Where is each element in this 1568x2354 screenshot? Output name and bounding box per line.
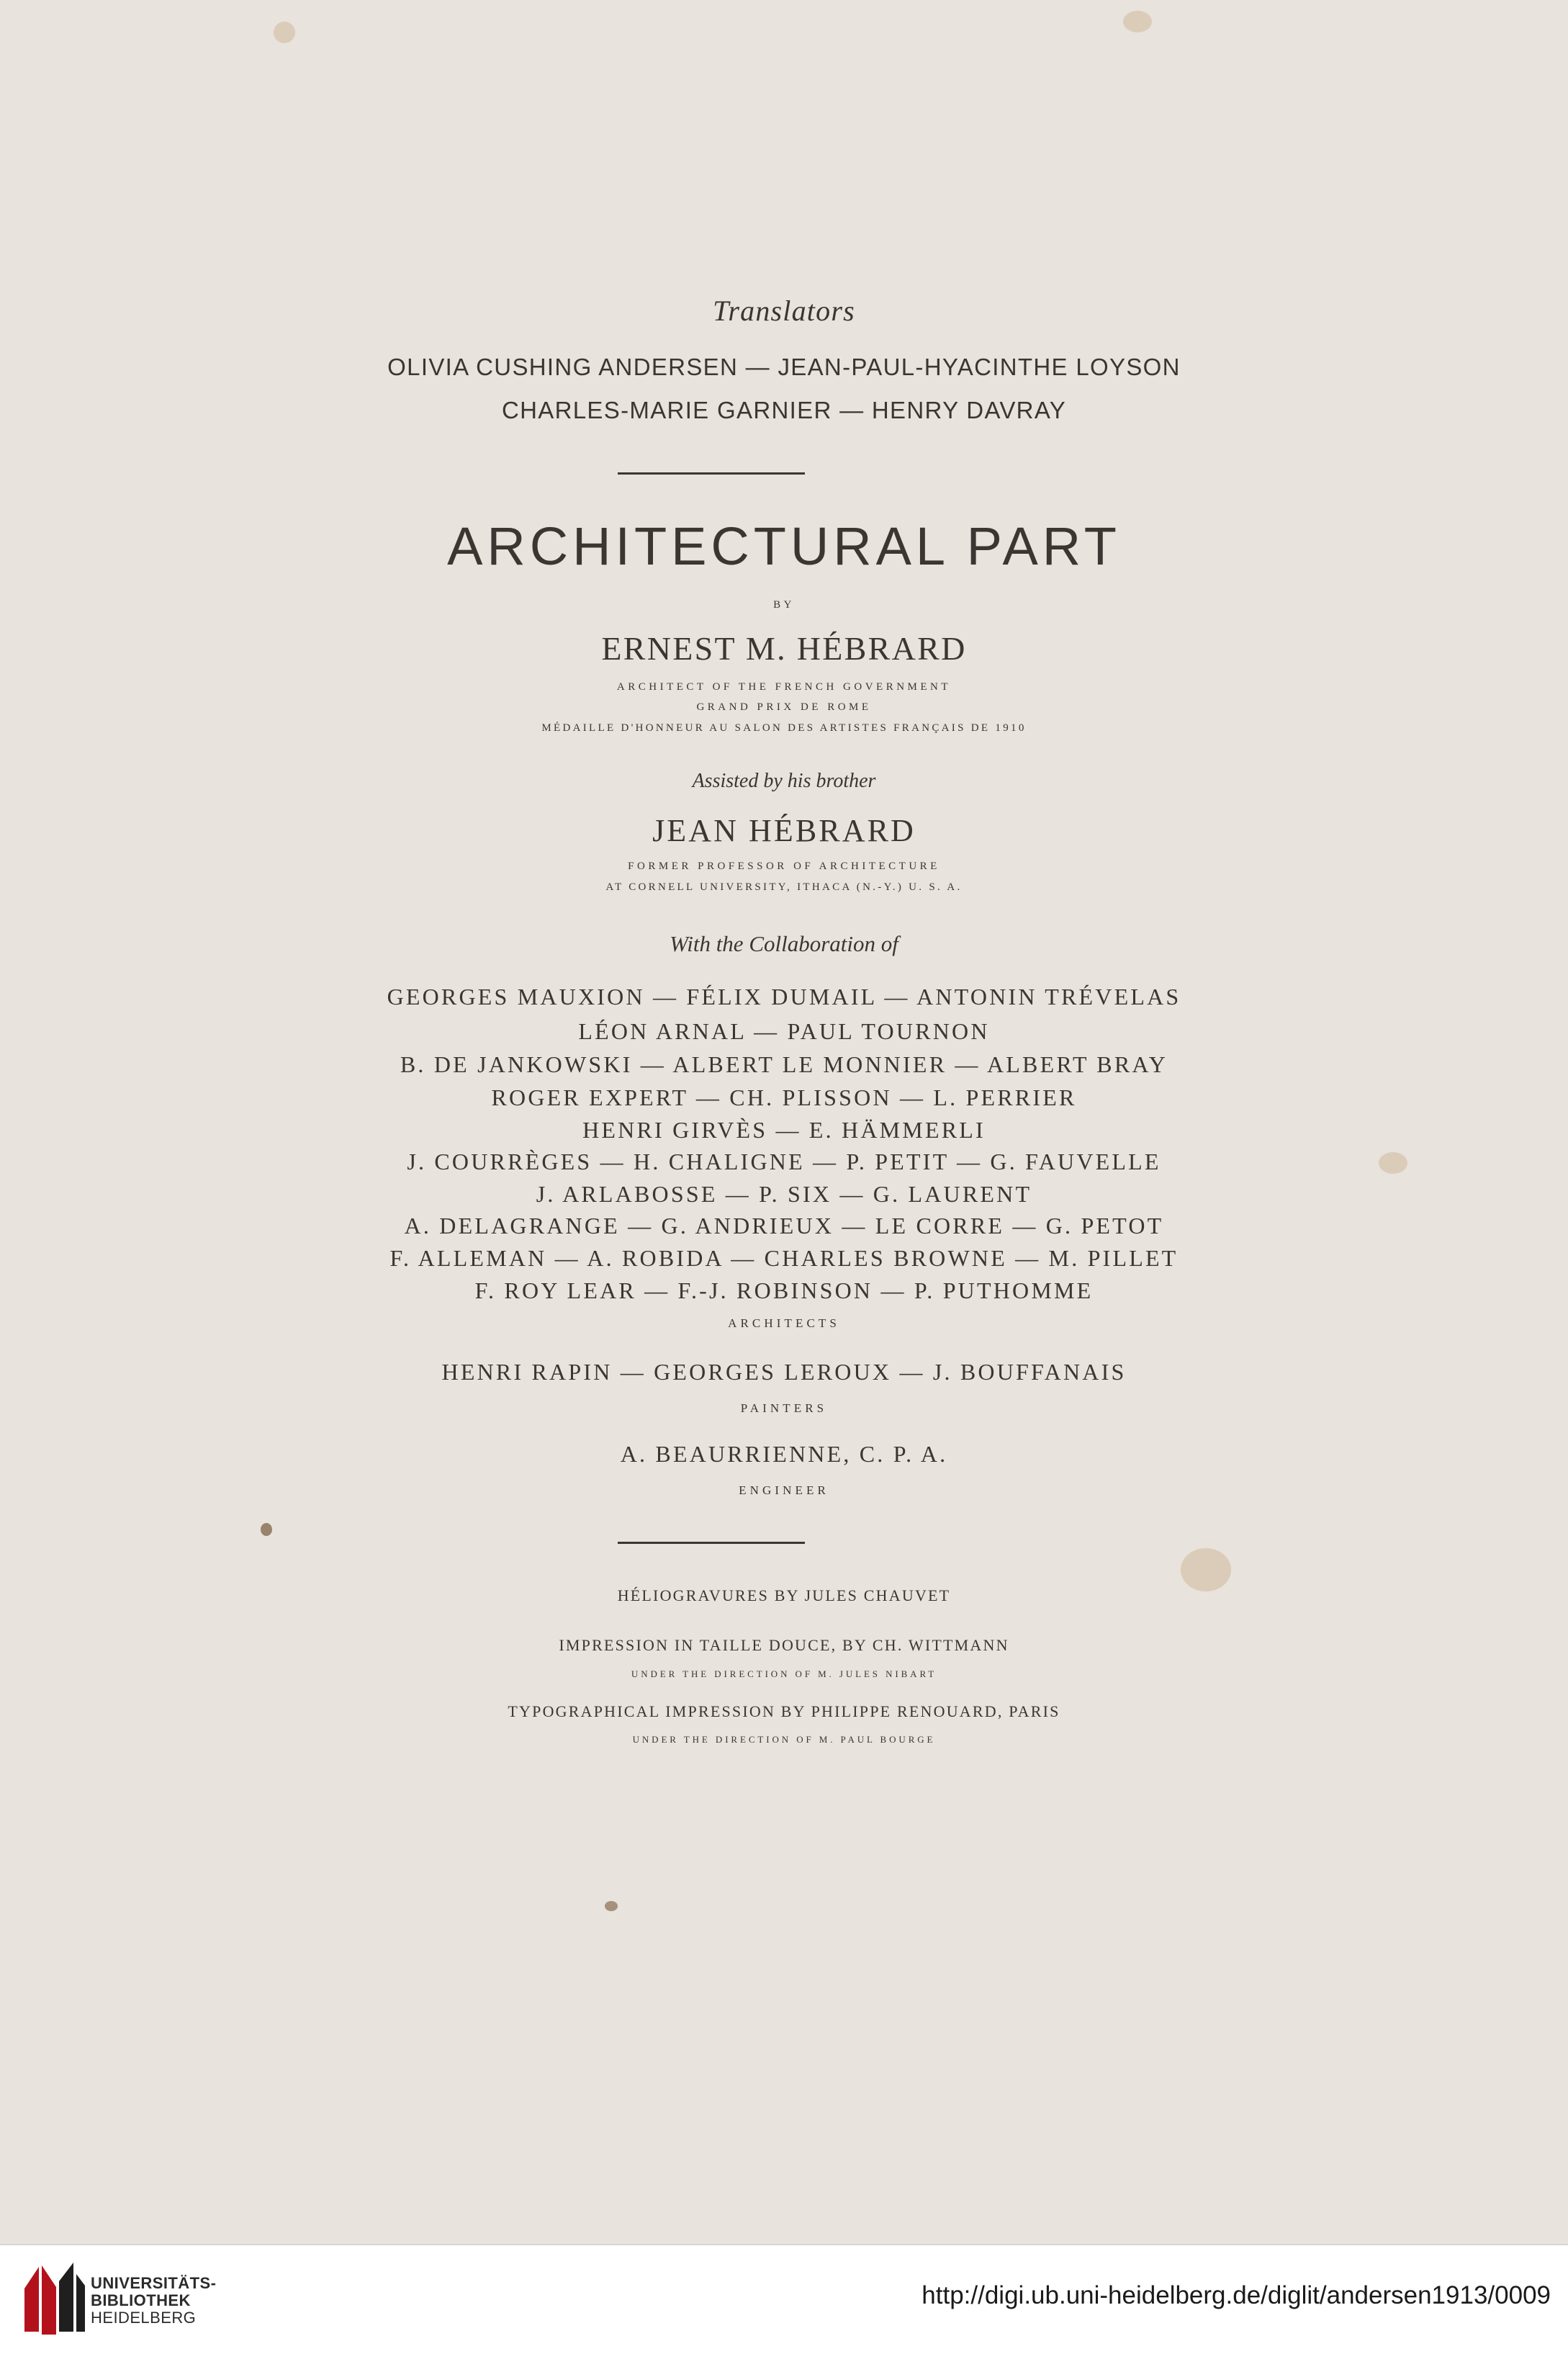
assistant-name: JEAN HÉBRARD — [652, 813, 916, 848]
logo-text-line-1: UNIVERSITÄTS- — [91, 2274, 217, 2292]
bottom-rule — [618, 1542, 805, 1544]
collaboration-heading: With the Collaboration of — [670, 931, 898, 956]
architects-line-4: ROGER EXPERT — CH. PLISSON — L. PERRIER — [491, 1084, 1077, 1110]
architects-line-6: J. COURRÈGES — H. CHALIGNE — P. PETIT — G. FAUVELLE — [407, 1149, 1161, 1174]
foxing-stain — [1181, 1548, 1231, 1591]
printing-line-4: TYPOGRAPHICAL IMPRESSION BY PHILIPPE RENOUARD, PARIS — [508, 1702, 1060, 1720]
architects-line-1: GEORGES MAUXION — FÉLIX DUMAIL — ANTONIN TRÉVELAS — [387, 984, 1181, 1010]
foxing-stain — [274, 22, 295, 43]
architects-label: ARCHITECTS — [728, 1316, 840, 1330]
by-label: BY — [773, 599, 795, 611]
architects-line-3: B. DE JANKOWSKI — ALBERT LE MONNIER — ALBERT BRAY — [400, 1051, 1168, 1077]
author-name: ERNEST M. HÉBRARD — [601, 630, 967, 667]
foxing-stain — [261, 1523, 272, 1536]
printing-line-1: HÉLIOGRAVURES BY JULES CHAUVET — [617, 1586, 951, 1604]
printing-line-2: IMPRESSION IN TAILLE DOUCE, BY CH. WITTMANN — [559, 1636, 1009, 1654]
translators-line-2: CHARLES-MARIE GARNIER — HENRY DAVRAY — [501, 397, 1067, 423]
author-credential-2: GRAND PRIX DE ROME — [696, 701, 872, 713]
painters-line: HENRI RAPIN — GEORGES LEROUX — J. BOUFFANAIS — [441, 1359, 1127, 1385]
source-url-link[interactable]: http://digi.ub.uni-heidelberg.de/diglit/andersen1913/0009 — [922, 2281, 1551, 2309]
architects-line-5: HENRI GIRVÈS — E. HÄMMERLI — [582, 1117, 986, 1143]
top-rule — [618, 472, 805, 475]
digitization-footer — [0, 2244, 1568, 2354]
translators-line-1: OLIVIA CUSHING ANDERSEN — JEAN-PAUL-HYACINTHE LOYSON — [387, 354, 1181, 380]
engineer-label: ENGINEER — [739, 1483, 829, 1497]
architects-line-8: A. DELAGRANGE — G. ANDRIEUX — LE CORRE — G. PETOT — [404, 1213, 1164, 1239]
assisted-by: Assisted by his brother — [692, 770, 876, 792]
painters-label: PAINTERS — [740, 1401, 828, 1415]
author-credential-3: MÉDAILLE D'HONNEUR AU SALON DES ARTISTES FRANÇAIS DE 1910 — [541, 722, 1027, 734]
section-title: ARCHITECTURAL PART — [447, 516, 1121, 576]
logo-text-line-2: BIBLIOTHEK — [91, 2291, 191, 2309]
architects-line-7: J. ARLABOSSE — P. SIX — G. LAURENT — [536, 1181, 1032, 1207]
assistant-credential-2: AT CORNELL UNIVERSITY, ITHACA (N.-Y.) U. S. A. — [605, 881, 963, 893]
foxing-stain — [1123, 11, 1152, 32]
translators-heading: Translators — [713, 295, 855, 327]
architects-line-2: LÉON ARNAL — PAUL TOURNON — [578, 1018, 990, 1044]
author-credential-1: ARCHITECT OF THE FRENCH GOVERNMENT — [616, 681, 952, 693]
printing-line-3: UNDER THE DIRECTION OF M. JULES NIBART — [631, 1668, 937, 1679]
assistant-credential-1: FORMER PROFESSOR OF ARCHITECTURE — [628, 861, 940, 872]
library-logo-icon — [20, 2260, 86, 2339]
architects-line-9: F. ALLEMAN — A. ROBIDA — CHARLES BROWNE — M. PILLET — [389, 1245, 1179, 1271]
logo-text-line-3: HEIDELBERG — [91, 2309, 197, 2327]
printing-line-5: UNDER THE DIRECTION OF M. PAUL BOURGE — [632, 1734, 936, 1745]
architects-line-10: F. ROY LEAR — F.-J. ROBINSON — P. PUTHOMME — [474, 1277, 1094, 1303]
engineer-name: A. BEAURRIENNE, C. P. A. — [620, 1441, 948, 1467]
foxing-stain — [605, 1901, 618, 1911]
